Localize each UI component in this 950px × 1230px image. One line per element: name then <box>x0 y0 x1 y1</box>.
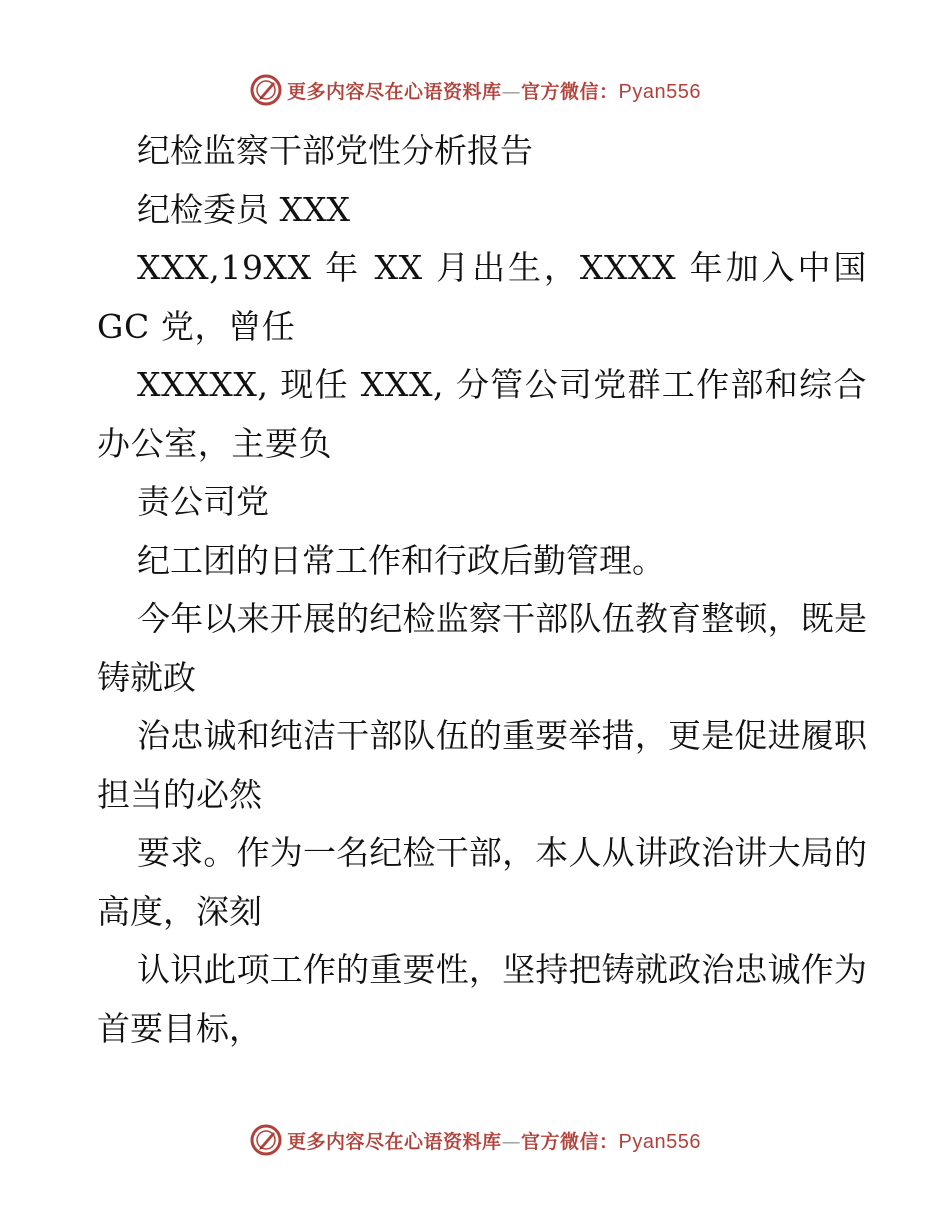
watermark-main: 更多内容尽在心语资料库 <box>287 1130 502 1153</box>
doc-paragraph: 纪工团的日常工作和行政后勤管理。 <box>137 540 665 580</box>
doc-author: 纪检委员 XXX <box>137 189 350 229</box>
watermark-text <box>287 1127 701 1154</box>
footer-watermark <box>0 1120 950 1160</box>
doc-paragraph: XXX,19XX 年 XX 月出生，XXXX 年加入中国 GC 党，曾任 <box>97 248 867 346</box>
header-watermark <box>0 70 950 110</box>
doc-paragraph: XXXXX, 现任 XXX, 分管公司党群工作部和综合办公室，主要负 <box>97 365 867 463</box>
document-body <box>97 122 867 1058</box>
watermark-main: 更多内容尽在心语资料库 <box>287 80 502 103</box>
doc-paragraph: 认识此项工作的重要性，坚持把铸就政治忠诚作为首要目标， <box>97 950 867 1048</box>
doc-paragraph: 今年以来开展的纪检监察干部队伍教育整顿，既是铸就政 <box>97 599 867 697</box>
doc-paragraph: 要求。作为一名纪检干部，本人从讲政治讲大局的高度，深刻 <box>97 833 867 931</box>
watermark-official: 官方微信： <box>521 1130 619 1153</box>
watermark-official: 官方微信： <box>521 80 619 103</box>
doc-paragraph: 治忠诚和纯洁干部队伍的重要举措，更是促进履职担当的必然 <box>97 716 867 814</box>
quill-pen-circle-icon <box>249 1123 283 1157</box>
watermark-dash: — <box>501 1130 522 1153</box>
doc-title: 纪检监察干部党性分析报告 <box>137 131 533 170</box>
watermark-account: Pyan556 <box>618 1130 701 1153</box>
doc-paragraph: 责公司党 <box>137 482 269 521</box>
watermark-dash: — <box>501 80 522 103</box>
quill-pen-circle-icon <box>249 73 283 107</box>
watermark-text <box>287 77 701 104</box>
watermark-account: Pyan556 <box>618 80 701 103</box>
